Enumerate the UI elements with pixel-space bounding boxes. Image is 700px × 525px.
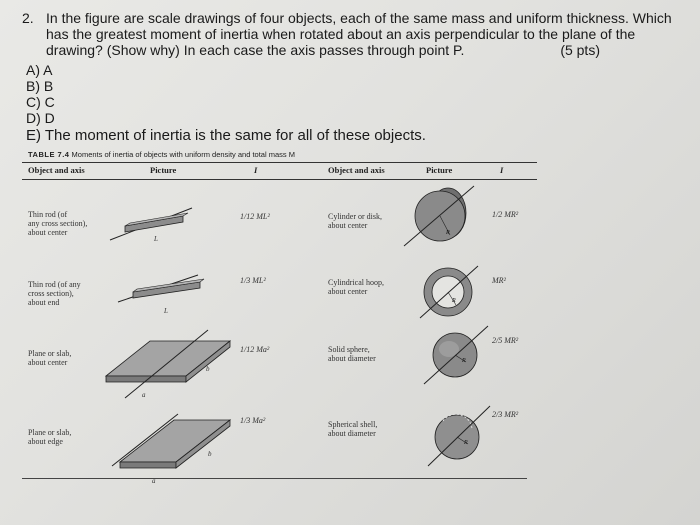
row1-left-formula: 1/12 ML² (240, 212, 270, 221)
row2-right-formula: MR² (492, 276, 506, 285)
shell-figure (428, 406, 490, 466)
slab-center-dim-b: b (206, 365, 210, 373)
header-i-left: I (254, 165, 258, 175)
row1-left-object: Thin rod (of any cross section), about center (28, 210, 88, 237)
row2-right-object: Cylindrical hoop, about center (328, 278, 384, 296)
row3-left-formula: 1/12 Ma² (240, 345, 270, 354)
question-line-2: has the greatest moment of inertia when rotated about an axis perpendicular to the plane of the (46, 26, 636, 42)
disk-figure (404, 186, 474, 246)
rod-end-dim: L (164, 307, 168, 315)
slab-center-figure (106, 330, 230, 399)
row1-right-object: Cylinder or disk, about center (328, 212, 382, 230)
table-caption-label: TABLE 7.4 (28, 150, 70, 159)
row4-left-object: Plane or slab, about edge (28, 428, 72, 446)
header-i-right: I (500, 165, 504, 175)
slab-edge-figure (112, 414, 230, 485)
sphere-figure (424, 326, 488, 384)
table-caption-text: Moments of inertia of objects with uniform density and total mass M (71, 150, 295, 159)
option-c[interactable]: C) C (26, 94, 55, 110)
question-line-1: In the figure are scale drawings of four objects, each of the same mass and uniform thickness. Which (46, 10, 672, 26)
slab-center-dim-a: a (142, 391, 146, 399)
table-bottom-rule (22, 478, 527, 479)
question-number: 2. (22, 10, 34, 26)
option-e[interactable]: E) The moment of inertia is the same for all of these objects. (26, 127, 426, 144)
header-object-left: Object and axis (28, 165, 85, 175)
row2-left-object: Thin rod (of any cross section), about end (28, 280, 81, 307)
rod-center-figure (110, 208, 192, 243)
row3-right-object: Solid sphere, about diameter (328, 345, 376, 363)
shell-dim: R (464, 440, 468, 446)
slab-edge-dim-b: b (208, 450, 212, 458)
row1-right-formula: 1/2 MR² (492, 210, 519, 219)
disk-dim: R (446, 230, 450, 236)
points-label: (5 pts) (560, 42, 600, 58)
hoop-dim: R (452, 298, 456, 304)
option-b[interactable]: B) B (26, 78, 54, 94)
row4-right-formula: 2/3 MR² (492, 410, 519, 419)
row3-left-object: Plane or slab, about center (28, 349, 72, 367)
option-d[interactable]: D) D (26, 110, 55, 126)
row4-left-formula: 1/3 Ma² (240, 416, 266, 425)
header-picture-left: Picture (150, 165, 177, 175)
option-a[interactable]: A) A (26, 62, 53, 78)
rod-end-figure (118, 275, 204, 315)
row2-left-formula: 1/3 ML² (240, 276, 266, 285)
row3-right-formula: 2/5 MR² (492, 336, 519, 345)
slab-edge-dim-a: a (152, 477, 156, 485)
header-picture-right: Picture (426, 165, 453, 175)
header-object-right: Object and axis (328, 165, 385, 175)
rod-center-dim: L (154, 235, 158, 243)
question-line-3: drawing? (Show why) In each case the axis passes through point P. (46, 42, 465, 58)
row4-right-object: Spherical shell, about diameter (328, 420, 378, 438)
hoop-figure (420, 266, 478, 318)
sphere-dim: R (462, 358, 466, 364)
